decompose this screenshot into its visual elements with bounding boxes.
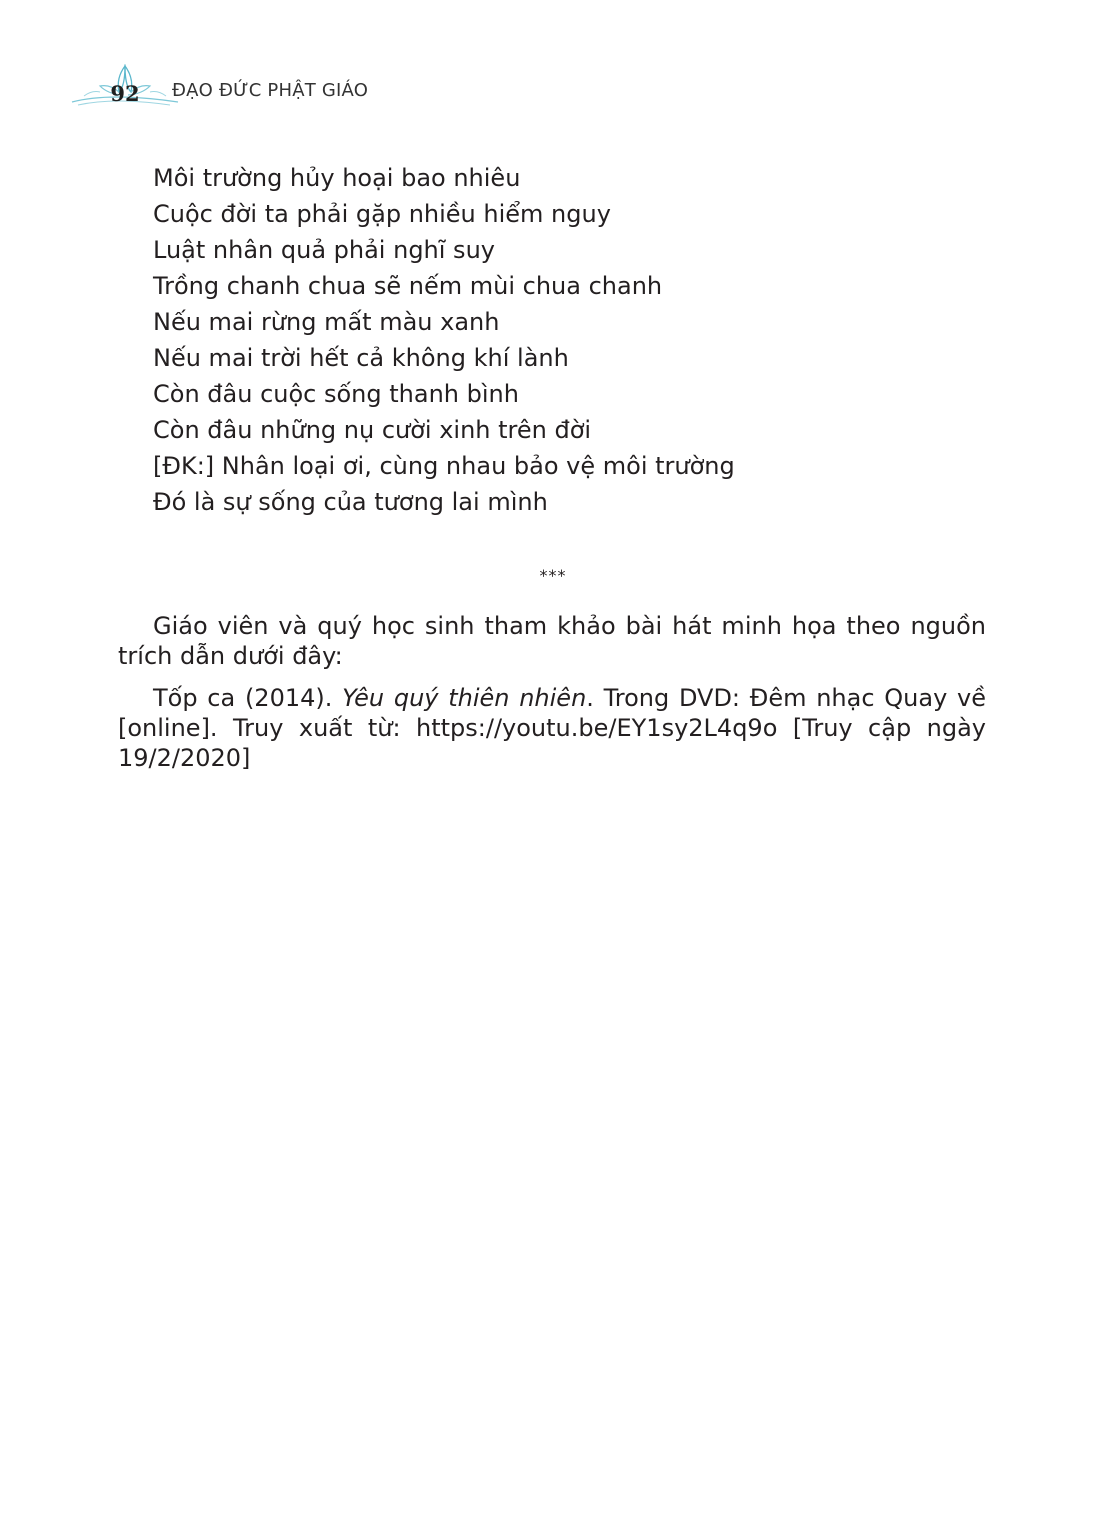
running-title: ĐẠO ĐỨC PHẬT GIÁO <box>172 80 369 101</box>
citation-paragraph <box>118 683 986 773</box>
lyric-line: Luật nhân quả phải nghĩ suy <box>153 236 495 264</box>
lyric-line: [ĐK:] Nhân loại ơi, cùng nhau bảo vệ môi trường <box>153 452 735 480</box>
lyric-line: Còn đâu cuộc sống thanh bình <box>153 380 519 408</box>
page-number: 92 <box>110 81 140 106</box>
citation-song-title: Yêu quý thiên nhiên <box>342 684 587 712</box>
lyric-line: Còn đâu những nụ cười xinh trên đời <box>153 416 592 444</box>
page-header <box>70 62 390 112</box>
lyric-line: Đó là sự sống của tương lai mình <box>153 488 548 516</box>
intro-paragraph: Giáo viên và quý học sinh tham khảo bài hát minh họa theo nguồn trích dẫn dưới đây: <box>118 612 986 670</box>
lyric-line: Nếu mai rừng mất màu xanh <box>153 308 500 336</box>
song-lyrics <box>153 160 853 520</box>
citation-author-year: Tốp ca (2014). <box>153 684 343 712</box>
lyric-line: Nếu mai trời hết cả không khí lành <box>153 344 569 372</box>
lyric-line: Trồng chanh chua sẽ nếm mùi chua chanh <box>153 272 663 300</box>
lyric-line: Cuộc đời ta phải gặp nhiều hiểm nguy <box>153 200 611 228</box>
section-separator: *** <box>539 566 567 585</box>
lyric-line: Môi trường hủy hoại bao nhiêu <box>153 164 521 192</box>
citation-details: . Trong DVD: Đêm nhạc Quay về [online]. Truy xuất từ: https://youtu.be/EY1sy2L4q9o [Truy cập ngày 19/2/2020] <box>118 684 986 772</box>
